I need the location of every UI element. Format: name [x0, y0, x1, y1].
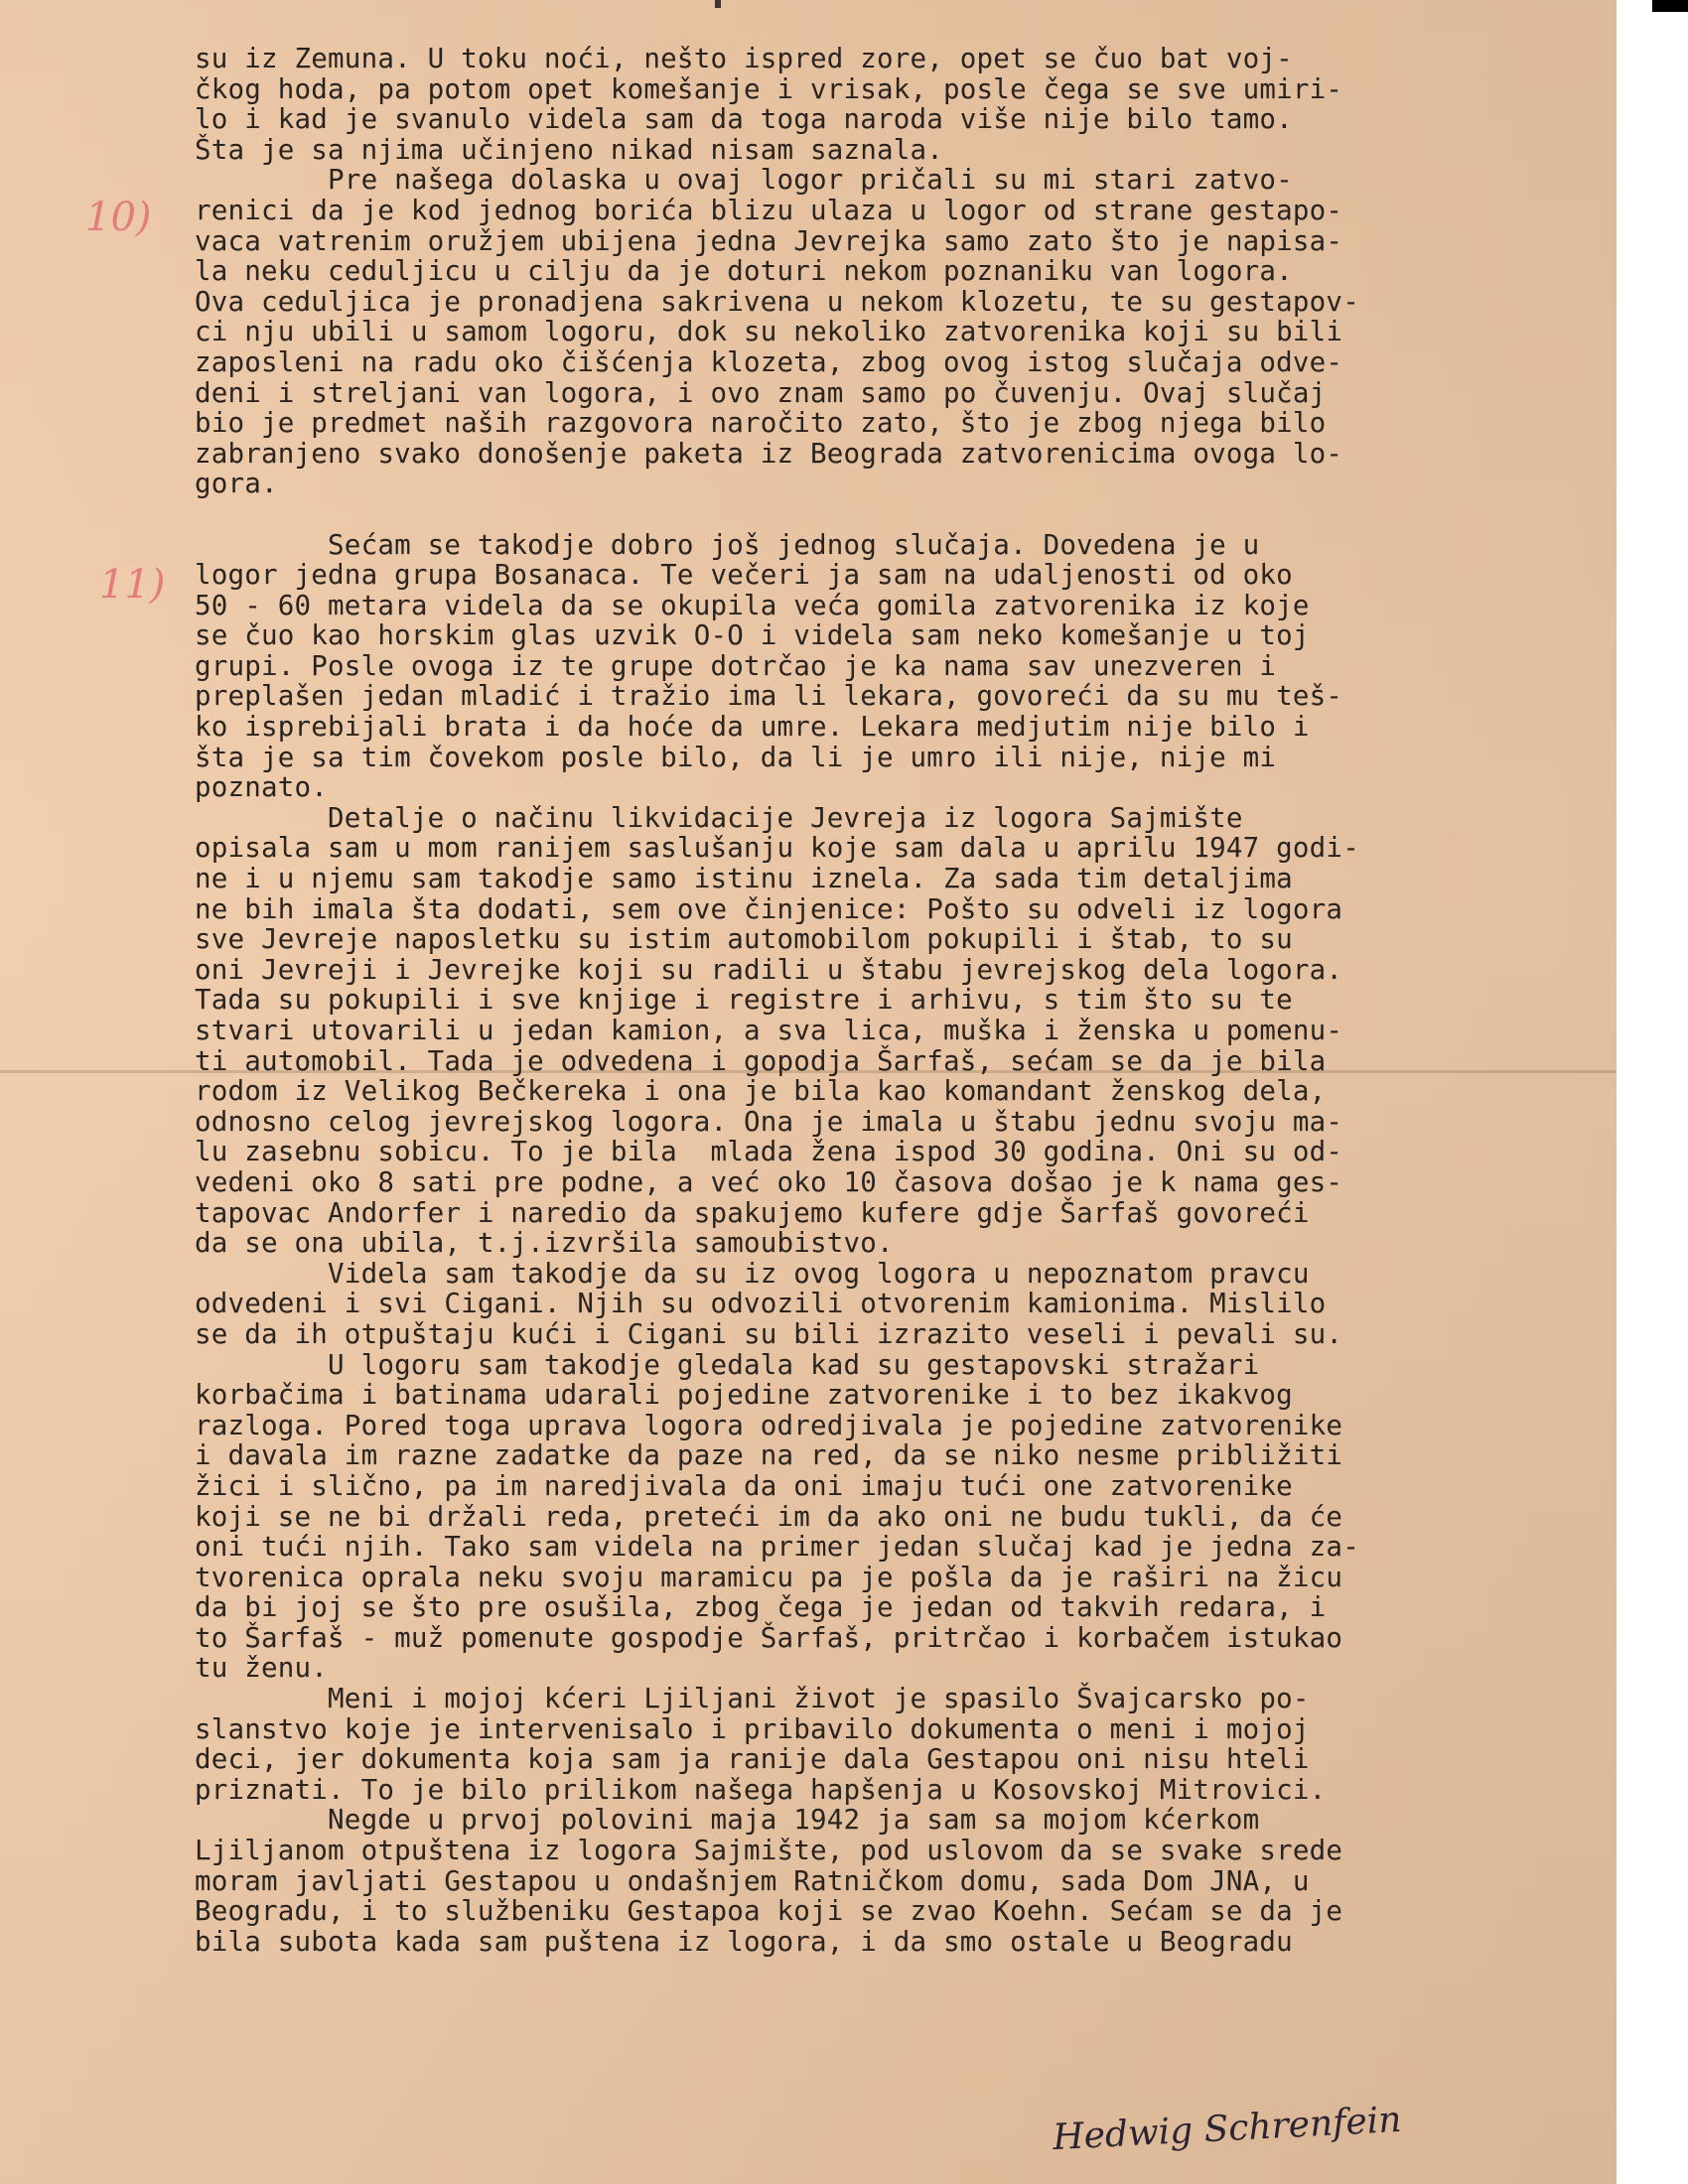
text-line: koji se ne bi držali reda, preteći im da ako oni ne budu tukli, da će [195, 1500, 1343, 1533]
text-line: renici da je kod jednog borića blizu ulaza u logor od strane gestapo- [195, 194, 1343, 226]
text-line: 50 - 60 metara videla da se okupila veća gomila zatvorenika iz koje [195, 589, 1310, 621]
handwritten-signature: Hedwig Schrenfein [1052, 2099, 1403, 2159]
text-line: la neku ceduljicu u cilju da je doturi nekom poznaniku van logora. [195, 255, 1293, 288]
text-line: odvedeni i svi Cigani. Njih su odvozili otvorenim kamionima. Mislilo [195, 1288, 1327, 1320]
text-line: rodom iz Velikog Bečkereka i ona je bila kao komandant ženskog dela, [195, 1075, 1327, 1108]
text-line: oni tući njih. Tako sam videla na primer jedan slučaj kad je jedna za- [195, 1531, 1359, 1564]
scan-corner [1652, 0, 1688, 12]
text-line: ko isprebijali brata i da hoće da umre. Lekara medjutim nije bilo i [195, 711, 1310, 744]
text-line: ne bih imala šta dodati, sem ove činjenice: Pošto su odveli iz logora [195, 892, 1343, 925]
margin-mark-10: 10) [85, 195, 152, 240]
text-line: lo i kad je svanulo videla sam da toga naroda više nije bilo tamo. [195, 103, 1293, 136]
text-line: ne i u njemu sam takodje samo istinu iznela. Za sada tim detaljima [195, 863, 1293, 895]
text-line: to Šarfaš - muž pomenute gospodje Šarfaš, pritrčao i korbačem istukao [195, 1621, 1343, 1654]
scan-margin [1617, 0, 1688, 2184]
text-line: da se ona ubila, t.j.izvršila samoubistvo. [195, 1227, 894, 1260]
text-line: Tada su pokupili i sve knjige i registre i arhivu, s tim što su te [195, 984, 1293, 1017]
text-line: bio je predmet naših razgovora naročito zato, što je zbog njega bilo [195, 407, 1327, 440]
text-line: tu ženu. [195, 1652, 329, 1685]
text-line: preplašen jedan mladić i tražio ima li lekara, govoreći da su mu teš- [195, 680, 1343, 713]
text-line: se da ih otpuštaju kući i Cigani su bili izrazito veseli i pevali su. [195, 1317, 1343, 1350]
text-line: Ljiljanom otpuštena iz logora Sajmište, pod uslovom da se svake srede [195, 1835, 1343, 1867]
text-line: poznato. [195, 771, 329, 804]
text-line: deci, jer dokumenta koja sam ja ranije dala Gestapou oni nisu hteli [195, 1743, 1310, 1776]
text-line: opisala sam u mom ranijem saslušanju koje sam dala u aprilu 1947 godi- [195, 832, 1359, 865]
typewritten-body [195, 44, 1585, 1957]
text-line: logor jedna grupa Bosanaca. Te večeri ja sam na udaljenosti od oko [195, 559, 1293, 592]
text-line: razloga. Pored toga uprava logora odredjivala je pojedine zatvorenike [195, 1409, 1343, 1441]
text-line: deni i streljani van logora, i ovo znam samo po čuvenju. Ovaj slučaj [195, 376, 1327, 409]
text-line: lu zasebnu sobicu. To je bila mlada žena ispod 30 godina. Oni su od- [195, 1136, 1343, 1168]
text-line: zabranjeno svako donošenje paketa iz Beograda zatvorenicima ovoga lo- [195, 437, 1343, 470]
text-line: vedeni oko 8 sati pre podne, a već oko 10 časova došao je k nama ges- [195, 1165, 1343, 1198]
text-line: Ova ceduljica je pronadjena sakrivena u nekom klozetu, te su gestapov- [195, 285, 1359, 318]
text-line: ci nju ubili u samom logoru, dok su nekoliko zatvorenika koji su bili [195, 316, 1343, 348]
text-line: su iz Zemuna. U toku noći, nešto ispred zore, opet se čuo bat voj- [195, 43, 1293, 74]
page-number-mark [715, 0, 721, 8]
text-line: Detalje o načinu likvidacije Jevreja iz logora Sajmište [195, 801, 1243, 834]
text-line: Sećam se takodje dobro još jednog slučaja. Dovedena je u [195, 528, 1260, 561]
text-line: Videla sam takodje da su iz ovog logora u nepoznatom pravcu [195, 1257, 1310, 1290]
text-line: Pre našega dolaska u ovaj logor pričali su mi stari zatvo- [195, 164, 1293, 197]
text-line: korbačima i batinama udarali pojedine zatvorenike i to bez ikakvog [195, 1379, 1293, 1412]
text-line: tapovac Andorfer i naredio da spakujemo kufere gdje Šarfaš govoreći [195, 1196, 1310, 1229]
text-line: šta je sa tim čovekom posle bilo, da li je umro ili nije, nije mi [195, 741, 1277, 773]
text-line: ti automobil. Tada je odvedena i gopodja Šarfaš, sećam se da je bila [195, 1044, 1327, 1077]
text-line: Beogradu, i to službeniku Gestapoa koji se zvao Koehn. Sećam se da je [195, 1895, 1343, 1928]
text-line: Meni i mojoj kćeri Ljiljani život je spasilo Švajcarsko po- [195, 1683, 1310, 1715]
text-line: čkog hoda, pa potom opet komešanje i vrisak, posle čega se sve umiri- [195, 72, 1343, 105]
text-line: grupi. Posle ovoga iz te grupe dotrčao je ka nama sav unezveren i [195, 649, 1277, 682]
margin-mark-11: 11) [99, 562, 166, 608]
text-line: priznati. To je bilo prilikom našega hapšenja u Kosovskoj Mitrovici. [195, 1773, 1327, 1806]
text-line: slanstvo koje je intervenisalo i pribavilo dokumenta o meni i mojoj [195, 1712, 1310, 1745]
text-line: zaposleni na radu oko čišćenja klozeta, zbog ovog istog slučaja odve- [195, 345, 1343, 378]
text-line: moram javljati Gestapou u ondašnjem Ratničkom domu, sada Dom JNA, u [195, 1864, 1310, 1897]
text-line: tvorenica oprala neku svoju maramicu pa je pošla da je raširi na žicu [195, 1561, 1343, 1593]
text-line: bila subota kada sam puštena iz logora, i da smo ostale u Beogradu [195, 1925, 1293, 1958]
text-line: U logoru sam takodje gledala kad su gestapovski stražari [195, 1348, 1260, 1381]
text-line: vaca vatrenim oružjem ubijena jedna Jevrejka samo zato što je napisa- [195, 224, 1343, 257]
text-line: stvari utovarili u jedan kamion, a sva lica, muška i ženska u pomenu- [195, 1015, 1343, 1046]
text-line: odnosno celog jevrejskog logora. Ona je imala u štabu jednu svoju ma- [195, 1105, 1343, 1138]
text-line: Negde u prvoj polovini maja 1942 ja sam sa mojom kćerkom [195, 1804, 1260, 1837]
text-line: oni Jevreji i Jevrejke koji su radili u štabu jevrejskog dela logora. [195, 953, 1343, 986]
text-line: se čuo kao horskim glas uzvik O-O i videla sam neko komešanje u toj [195, 619, 1310, 652]
text-line: gora. [195, 468, 278, 500]
text-line: žici i slično, pa im naredjivala da oni imaju tući one zatvorenike [195, 1469, 1293, 1502]
text-line: i davala im razne zadatke da paze na red, da se niko nesme približiti [195, 1439, 1343, 1472]
text-line: sve Jevreje naposletku su istim automobilom pokupili i štab, to su [195, 923, 1293, 956]
text-line: Šta je sa njima učinjeno nikad nisam saznala. [195, 133, 944, 166]
text-line: da bi joj se što pre osušila, zbog čega je jedan od takvih redara, i [195, 1591, 1327, 1624]
